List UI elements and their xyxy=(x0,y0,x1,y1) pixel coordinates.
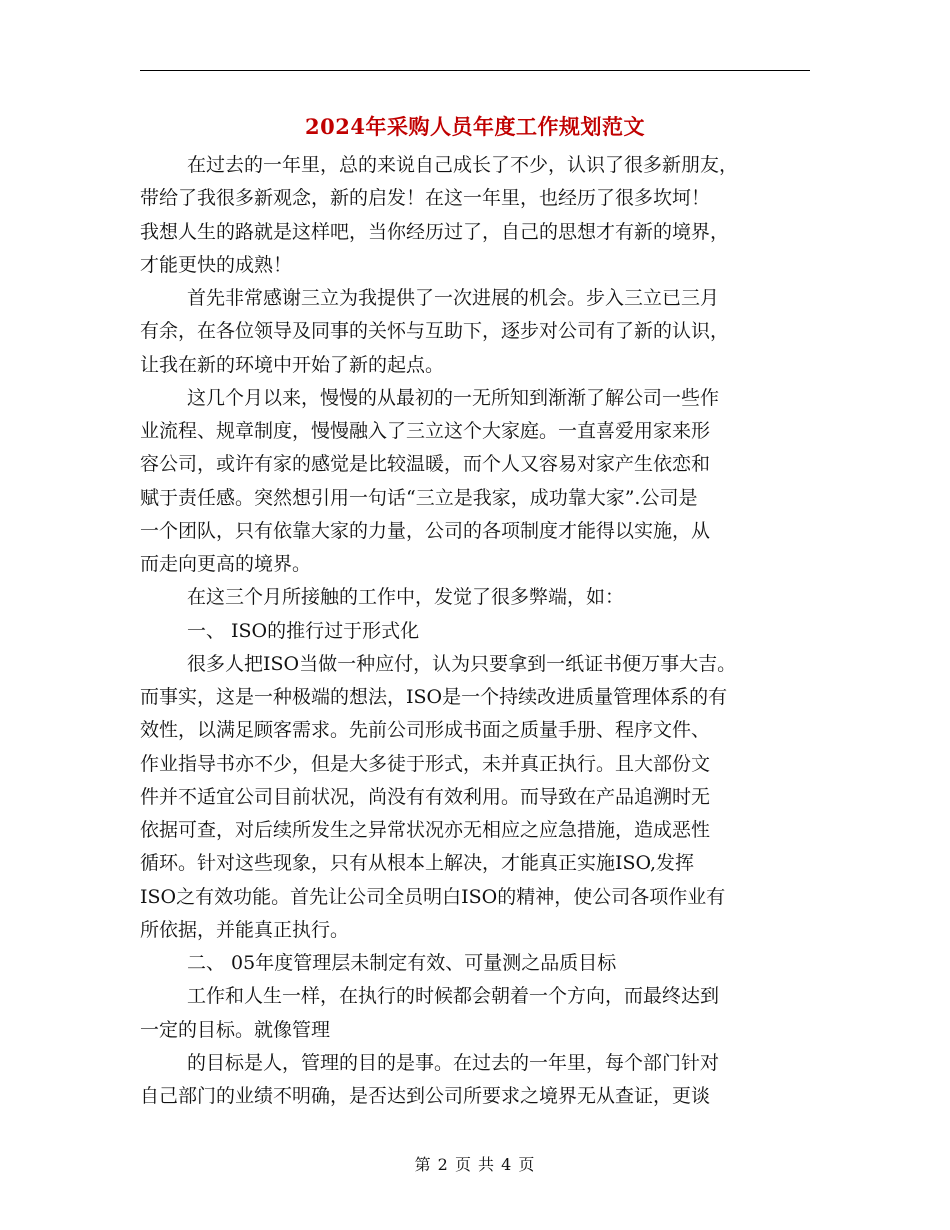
body-line: 自己部门的业绩不明确，是否达到公司所要求之境界无从查证，更谈 xyxy=(140,1085,711,1107)
body-line: 依据可查，对后续所发生之异常状况亦无相应之应急措施，造成恶性 xyxy=(140,819,711,841)
body-line: 效性，以满足顾客需求。先前公司形成书面之质量手册、程序文件、 xyxy=(140,719,711,742)
body-line: 件并不适宜公司目前状况，尚没有有效利用。而导致在产品追溯时无 xyxy=(140,785,711,808)
body-line: 首先非常感谢三立为我提供了一次进展的机会。步入三立已三月 xyxy=(187,287,720,309)
body-line: 这几个月以来，慢慢的从最初的一无所知到渐渐了解公司一些作 xyxy=(187,386,720,409)
page-number-footer: 第 2 页 共 4 页 xyxy=(414,1155,536,1174)
body-line: 很多人把ISO当做一种应付，认为只要拿到一纸证书便万事大吉。 xyxy=(187,652,737,675)
body-line: 而走向更高的境界。 xyxy=(140,553,312,575)
document-title: 2024年采购人员年度工作规划范文 xyxy=(305,114,645,139)
body-line: 让我在新的环境中开始了新的起点。 xyxy=(140,353,445,376)
body-line: 作业指导书亦不少，但是大多徒于形式，未并真正执行。且大部份文 xyxy=(140,752,711,775)
section-heading: 二、 05年度管理层未制定有效、可量测之品质目标 xyxy=(187,952,617,974)
body-line: 工作和人生一样，在执行的时候都会朝着一个方向，而最终达到 xyxy=(187,985,720,1008)
body-line: 带给了我很多新观念，新的启发！在这一年里，也经历了很多坎坷！ xyxy=(140,187,711,210)
header-rule xyxy=(140,70,810,71)
body-line: 业流程、规章制度，慢慢融入了三立这个大家庭。一直喜爱用家来形 xyxy=(140,420,711,442)
document-body xyxy=(140,149,810,1113)
body-line: 循环。针对这些现象，只有从根本上解决，才能真正实施ISO,发挥 xyxy=(140,852,695,875)
body-line: 在这三个月所接触的工作中，发觉了很多弊端，如： xyxy=(187,586,625,609)
body-line: 才能更快的成熟！ xyxy=(140,253,293,276)
body-line: 而事实，这是一种极端的想法，ISO是一个持续改进质量管理体系的有 xyxy=(140,686,728,708)
body-line: 有余，在各位领导及同事的关怀与互助下，逐步对公司有了新的认识， xyxy=(140,320,730,343)
section-heading: 一、 ISO的推行过于形式化 xyxy=(187,619,420,642)
body-line: 的目标是人，管理的目的是事。在过去的一年里，每个部门针对 xyxy=(187,1051,720,1074)
body-line: ISO之有效功能。首先让公司全员明白ISO的精神，使公司各项作业有 xyxy=(140,885,726,908)
body-line: 在过去的一年里，总的来说自己成长了不少，认识了很多新朋友， xyxy=(187,154,739,176)
body-line: 赋于责任感。突然想引用一句话“三立是我家，成功靠大家”.公司是 xyxy=(140,486,698,509)
body-line: 一定的目标。就像管理 xyxy=(140,1018,331,1041)
body-line: 容公司，或许有家的感觉是比较温暖，而个人又容易对家产生依恋和 xyxy=(140,453,711,476)
body-line: 一个团队，只有依靠大家的力量，公司的各项制度才能得以实施，从 xyxy=(140,519,711,542)
body-line: 所依据，并能真正执行。 xyxy=(140,918,350,941)
body-line: 我想人生的路就是这样吧，当你经历过了，自己的思想才有新的境界， xyxy=(140,220,730,243)
